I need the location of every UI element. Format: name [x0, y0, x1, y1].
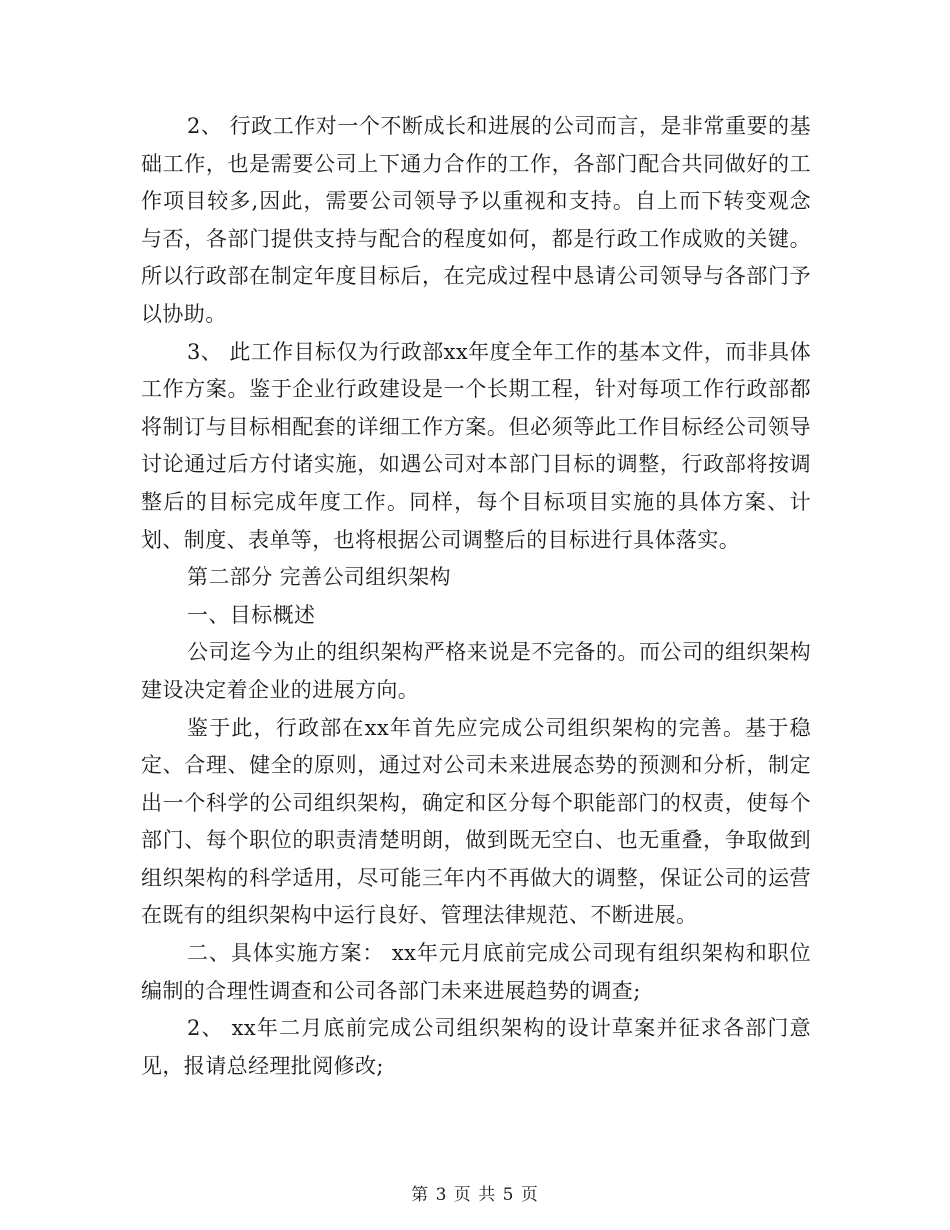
- section-heading-part-two: 第二部分 完善公司组织架构: [187, 565, 451, 590]
- page-number-footer: 第 3 页 共 5 页: [411, 1185, 539, 1205]
- paragraph-org-status: 公司迄今为止的组织架构严格来说是不完备的。而公司的组织架构建设决定着企业的进展方向。: [141, 640, 811, 702]
- paragraph-item-2: 2、 行政工作对一个不断成长和进展的公司而言，是非常重要的基础工作，也是需要公司上下通力合作的工作，各部门配合共同做好的工作项目较多,因此，需要公司领导予以重视和支持。自上而下转变观念与否，各部门提供支持与配合的程度如何，都是行政工作成败的关键。所以行政部在制定年度目标后，在完成过程中恳请公司领导与各部门予以协助。: [141, 114, 811, 326]
- paragraph-implementation-plan: 二、具体实施方案： xx年元月底前完成公司现有组织架构和职位编制的合理性调查和公司各部门未来进展趋势的调查;: [141, 941, 811, 1003]
- document-body: [141, 108, 811, 1085]
- paragraph-item-3: 3、 此工作目标仅为行政部xx年度全年工作的基本文件，而非具体工作方案。鉴于企业行政建设是一个长期工程，针对每项工作行政部都将制订与目标相配套的详细工作方案。但必须等此工作目标经公司领导讨论通过后方付诸实施，如遇公司对本部门目标的调整，行政部将按调整后的目标完成年度工作。同样，每个目标项目实施的具体方案、计划、制度、表单等，也将根据公司调整后的目标进行具体落实。: [141, 339, 811, 552]
- subheading-goal-overview: 一、目标概述: [187, 602, 316, 627]
- paragraph-implementation-step-2: 2、 xx年二月底前完成公司组织架构的设计草案并征求各部门意见，报请总经理批阅修改;: [141, 1016, 811, 1078]
- paragraph-org-plan: 鉴于此，行政部在xx年首先应完成公司组织架构的完善。基于稳定、合理、健全的原则，通过对公司未来进展态势的预测和分析，制定出一个科学的公司组织架构，确定和区分每个职能部门的权责，使每个部门、每个职位的职责清楚明朗，做到既无空白、也无重叠，争取做到组织架构的科学适用，尽可能三年内不再做大的调整，保证公司的运营在既有的组织架构中运行良好、管理法律规范、不断进展。: [141, 715, 811, 928]
